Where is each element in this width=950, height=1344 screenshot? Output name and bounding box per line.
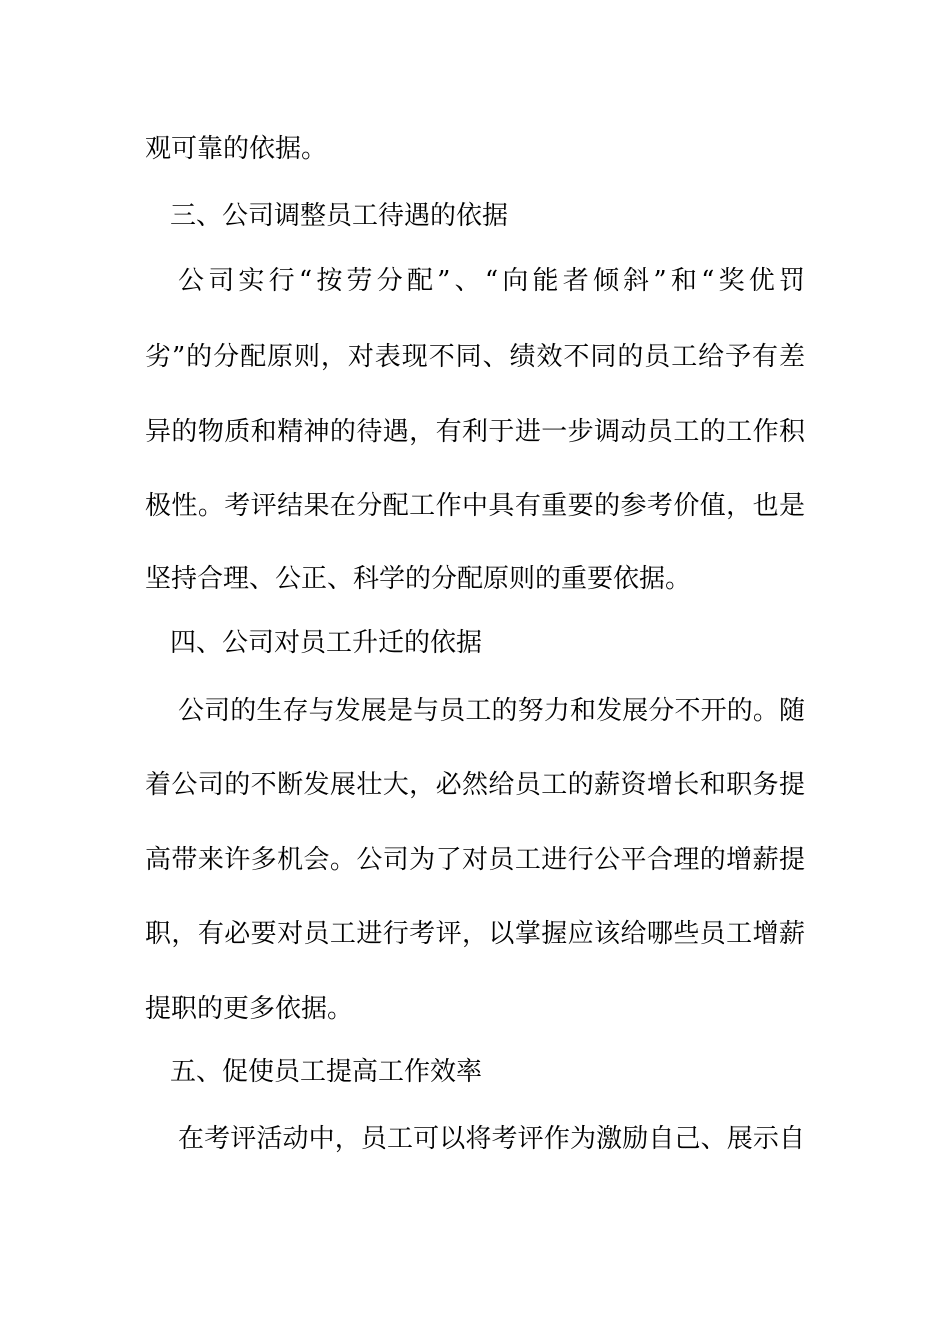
paragraph-line: 观可靠的依据。 (145, 134, 328, 164)
paragraph-line: 公司的生存与发展是与员工的努力和发展分不开的。随 (178, 696, 805, 726)
paragraph-line: 在考评活动中，员工可以将考评作为激励自己、展示自 (178, 1124, 805, 1154)
paragraph-line: 公司实行“按劳分配”、“向能者倾斜”和“奖优罚 (178, 266, 805, 296)
paragraph-line: 极性。考评结果在分配工作中具有重要的参考价值，也是 (145, 491, 805, 521)
paragraph-line: 高带来许多机会。公司为了对员工进行公平合理的增薪提 (145, 845, 805, 875)
paragraph-line: 劣”的分配原则，对表现不同、绩效不同的员工给予有差 (145, 342, 805, 372)
section-heading-3: 三、公司调整员工待遇的依据 (170, 201, 509, 231)
section-heading-5: 五、促使员工提高工作效率 (170, 1057, 483, 1087)
paragraph-line: 异的物质和精神的待遇，有利于进一步调动员工的工作积 (145, 417, 805, 447)
paragraph-line: 提职的更多依据。 (145, 994, 354, 1024)
section-heading-4: 四、公司对员工升迁的依据 (170, 628, 483, 658)
paragraph-line: 着公司的不断发展壮大，必然给员工的薪资增长和职务提 (145, 770, 805, 800)
paragraph-line: 坚持合理、公正、科学的分配原则的重要依据。 (145, 564, 692, 594)
paragraph-line: 职，有必要对员工进行考评，以掌握应该给哪些员工增薪 (145, 919, 805, 949)
